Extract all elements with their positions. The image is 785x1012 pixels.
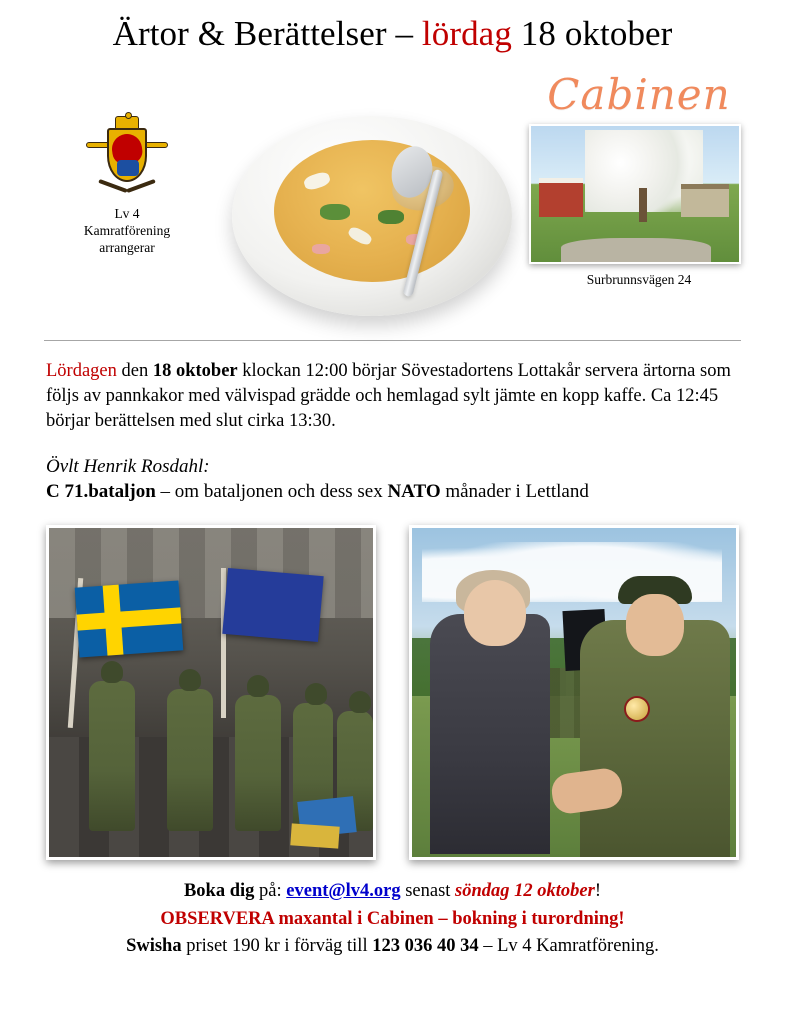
venue-address: Surbrunnsvägen 24 (586, 272, 692, 288)
ceremony-photo (409, 525, 739, 860)
booking-d: ! (594, 880, 602, 901)
talk-title (46, 481, 739, 503)
intro-a: den (116, 361, 153, 381)
venue-block (529, 72, 749, 288)
organizer-line-2: Kamratförening (83, 222, 171, 238)
footer-block (0, 878, 785, 961)
title-main-text: Ärtor & Berättelser (112, 14, 387, 53)
booking-a: på: (254, 880, 287, 901)
venue-photo (529, 124, 741, 264)
talk-unit: C 71.bataljon (46, 480, 156, 502)
body-text (0, 359, 785, 503)
pea-soup-photo (222, 68, 522, 328)
intro-b: klockan 12:00 börjar Sövestadortens Lottakår servera ärtorna som följs av pannkakor med välvispad grädde och hemlagad sylt jämte en kopp kaffe. Ca 12:45 börjar berättelsen med slut cirka 13:30. (46, 361, 731, 431)
booking-line (0, 878, 785, 906)
swish-number: 123 036 40 34 (372, 936, 479, 957)
organizer-block (62, 116, 192, 257)
intro-date: 18 oktober (152, 361, 238, 381)
photo-row (0, 525, 785, 860)
talk-nato: NATO (387, 480, 441, 502)
soup-surface (274, 140, 470, 282)
eu-flag-icon (222, 568, 323, 642)
booking-deadline: söndag 12 oktober (455, 880, 595, 901)
payment-lead: Swisha (126, 936, 182, 957)
booking-lead: Boka dig (183, 880, 255, 901)
booking-c: senast (400, 880, 456, 901)
title-dash: – (386, 14, 422, 53)
organizer-caption (62, 206, 192, 257)
payment-line (0, 933, 785, 961)
payment-c: – Lv 4 Kamratförening. (478, 936, 659, 957)
intro-paragraph (46, 359, 739, 434)
page-title (0, 0, 785, 54)
swedish-flag-icon (75, 580, 184, 657)
title-date: 18 oktober (511, 14, 673, 53)
intro-lead: Lördagen (46, 361, 117, 381)
medal-icon (626, 698, 648, 720)
parade-photo (46, 525, 376, 860)
section-divider (44, 340, 741, 341)
organizer-line-3: arrangerar (99, 239, 155, 255)
hero-band (0, 60, 785, 330)
venue-name: Cabinen (547, 70, 731, 119)
speaker-name: Övlt Henrik Rosdahl: (46, 455, 210, 477)
talk-rest-1: – om bataljonen och dess sex (155, 480, 388, 502)
capacity-notice: OBSERVERA maxantal i Cabinen – bokning i turordning! (160, 908, 625, 929)
talk-rest-2: månader i Lettland (440, 480, 589, 502)
payment-b: priset 190 kr i förväg till (181, 936, 373, 957)
booking-email-link[interactable]: event@lv4.org (286, 880, 401, 901)
title-highlight: lördag (421, 14, 512, 53)
organizer-line-1: Lv 4 (114, 206, 140, 221)
regiment-emblem-icon (88, 116, 166, 202)
